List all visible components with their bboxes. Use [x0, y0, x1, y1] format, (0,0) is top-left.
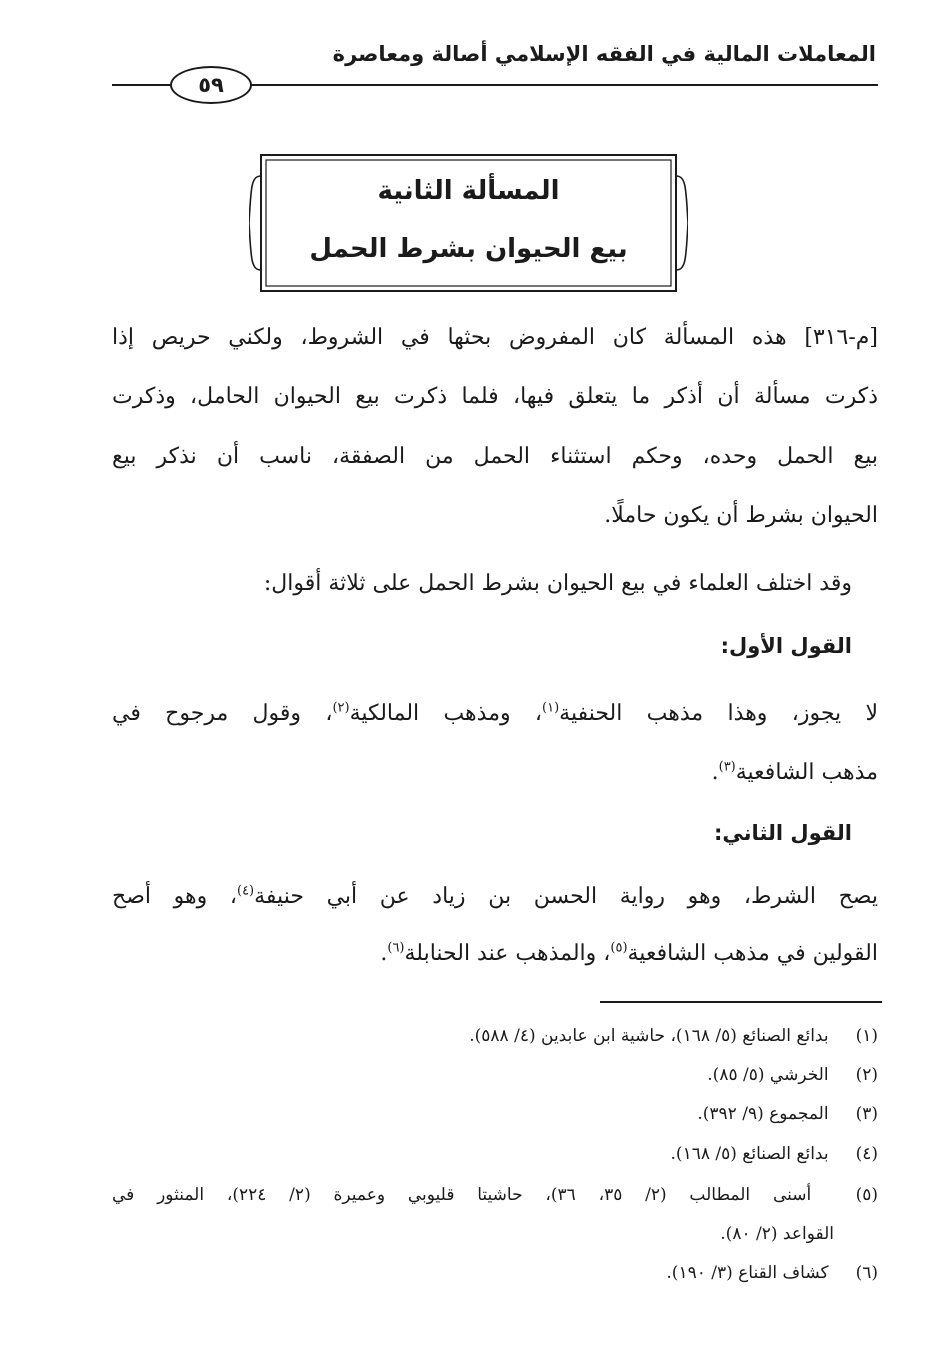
paragraph-1-line-3: بيع الحمل وحده، وحكم استثناء الحمل من الصفقة، ناسب أن نذكر بيع [112, 444, 878, 469]
opinion-2-text-e: . [380, 941, 388, 966]
footnote-text: بدائع الصنائع (٥/ ١٦٨). [670, 1144, 829, 1164]
footnote-number: (٤) [855, 1144, 878, 1164]
opinion-2-heading: القول الثاني: [714, 821, 852, 845]
paragraph-1-line-4: الحيوان بشرط أن يكون حاملًا. [604, 503, 878, 528]
paragraph-1-line-1: [م-٣١٦] هذه المسألة كان المفروض بحثها في الشروط، ولكني حريص إذا [112, 325, 878, 350]
title-frame [249, 152, 688, 294]
opinion-1-text-d: مذهب الشافعية [735, 760, 878, 785]
paragraph-1-line-2: ذكرت مسألة أن أذكر ما يتعلق فيها، فلما ذكرت بيع الحيوان الحامل، وذكرت [112, 384, 878, 409]
footnote-5-continuation: القواعد (٢/ ٨٠). [720, 1224, 834, 1244]
footnote-6 [666, 1265, 878, 1282]
footnote-number: (٣) [855, 1104, 878, 1124]
page-number: ٥٩ [170, 66, 252, 104]
opinion-1-line-2 [711, 759, 878, 785]
footnote-ref-3[interactable]: (٣) [718, 759, 736, 775]
opinion-1-heading: القول الأول: [720, 634, 852, 658]
opinion-1-text-a: لا يجوز، وهذا مذهب الحنفية [559, 701, 878, 726]
section-title-box [249, 152, 688, 294]
opinion-2-line-2 [380, 940, 878, 966]
footnote-5 [112, 1187, 878, 1204]
footnote-number: (٦) [855, 1263, 878, 1283]
footnote-4 [671, 1146, 878, 1163]
footnote-1 [469, 1028, 878, 1045]
footnote-ref-6[interactable]: (٦) [387, 940, 405, 956]
opinion-2-text-c: القولين في مذهب الشافعية [627, 941, 878, 966]
footnote-text: المجموع (٩/ ٣٩٢). [697, 1104, 829, 1124]
footnote-ref-2[interactable]: (٢) [332, 700, 350, 716]
opinion-2-text-d: ، والمذهب عند الحنابلة [404, 941, 611, 966]
footnote-text: أسنى المطالب (٢/ ٣٥، ٣٦)، حاشيتا قليوبي وعميرة (٢/ ٢٢٤)، المنثور في [112, 1185, 812, 1205]
opinion-2-text-b: ، وهو أصح [112, 884, 237, 909]
footnote-number: (٢) [855, 1065, 878, 1085]
running-title: المعاملات المالية في الفقه الإسلامي أصالة ومعاصرة [332, 42, 876, 66]
footnote-ref-4[interactable]: (٤) [236, 883, 255, 899]
footnote-2 [707, 1067, 878, 1084]
opinion-1-text-b: ، ومذهب المالكية [349, 701, 543, 726]
opinion-1-text-e: . [711, 760, 719, 785]
footnote-3 [697, 1106, 878, 1123]
opinion-1-text-c: ، وقول مرجوح في [112, 701, 333, 726]
opinion-1-line-1 [112, 700, 878, 726]
footnote-number: (٥) [855, 1185, 879, 1205]
footnote-number: (١) [855, 1026, 878, 1046]
section-title-line-1: المسألة الثانية [377, 176, 560, 206]
footnote-ref-1[interactable]: (١) [542, 700, 560, 716]
section-title-line-2: بيع الحيوان بشرط الحمل [309, 234, 628, 264]
paragraph-2: وقد اختلف العلماء في بيع الحيوان بشرط الحمل على ثلاثة أقوال: [263, 571, 852, 596]
footnote-separator [600, 1001, 882, 1003]
footnote-text: الخرشي (٥/ ٨٥). [707, 1065, 829, 1085]
opinion-2-text-a: يصح الشرط، وهو رواية الحسن بن زياد عن أبي حنيفة [254, 884, 878, 909]
footnote-text: بدائع الصنائع (٥/ ١٦٨)، حاشية ابن عابدين (٤/ ٥٨٨). [469, 1026, 829, 1046]
footnote-text: كشاف القناع (٣/ ١٩٠). [666, 1263, 829, 1283]
opinion-2-line-1 [112, 883, 878, 909]
footnote-ref-5[interactable]: (٥) [610, 940, 628, 956]
